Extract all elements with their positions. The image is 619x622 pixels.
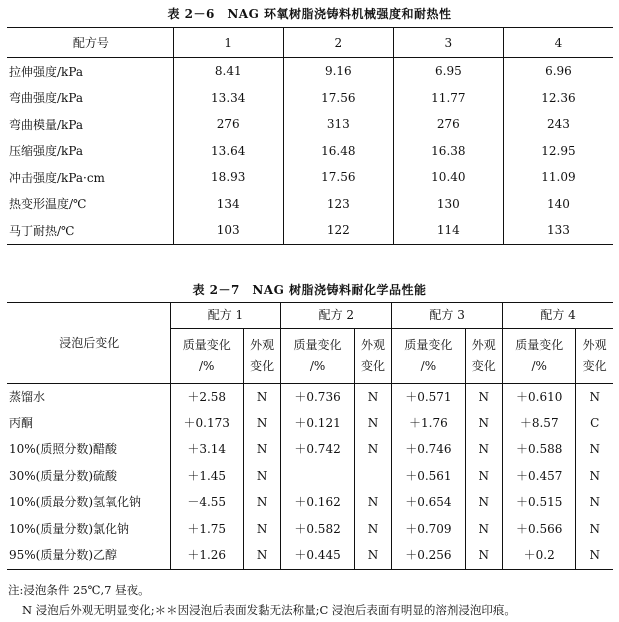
table-cell: 122 (283, 217, 393, 244)
table-cell: ＋0.515 (503, 490, 576, 516)
table-cell: ＋0.566 (503, 516, 576, 542)
table-cell: N (243, 410, 281, 436)
row-label: 弯曲模量/kPa (9, 117, 84, 132)
table-cell: ＋0.571 (392, 384, 465, 411)
table-cell: N (243, 463, 281, 489)
row-label: 蒸馏水 (9, 389, 46, 404)
table-row (7, 542, 613, 569)
table1-caption: 表 2－6 NAG 环氧树脂浇铸料机械强度和耐热性 (167, 7, 452, 21)
table-cell: N (354, 437, 392, 463)
table-cell: ＋3.14 (170, 437, 243, 463)
table-cell: N (465, 437, 503, 463)
table-cell: N (243, 437, 281, 463)
table-cell: ＋1.26 (170, 542, 243, 569)
table-cell: N (465, 516, 503, 542)
table-cell: 17.56 (283, 85, 393, 112)
table-row (7, 410, 613, 436)
table-cell: N (576, 463, 613, 489)
table-cell: N (243, 384, 281, 411)
sub-header-look: 外观 变化 (354, 329, 392, 384)
table-cell: 10.40 (393, 164, 503, 191)
table-cell: 18.93 (173, 164, 283, 191)
header-formula-3: 配方 3 (392, 303, 503, 329)
table-cell: N (243, 490, 281, 516)
table-cell: C (576, 410, 613, 436)
table-row (7, 516, 613, 542)
sub-header-look: 外观 变化 (576, 329, 613, 384)
table-cell: N (576, 542, 613, 569)
table-cell: N (576, 437, 613, 463)
table-cell: 16.38 (393, 138, 503, 165)
header-col-2: 2 (283, 28, 393, 58)
sub-header-mass: 质量变化 /% (503, 329, 576, 384)
row-label: 冲击强度/kPa·cm (9, 170, 105, 185)
table-cell: 6.96 (503, 58, 613, 85)
table-cell: 12.36 (503, 85, 613, 112)
sub-header-mass: 质量变化 /% (170, 329, 243, 384)
table-cell: N (465, 410, 503, 436)
table-cell: ＋1.76 (392, 410, 465, 436)
row-label: 拉伸强度/kPa (9, 64, 84, 79)
table-cell: ＋0.445 (281, 542, 354, 569)
row-header-soak-change: 浸泡后变化 (7, 303, 170, 384)
table-cell: 103 (173, 217, 283, 244)
header-formula-2: 配方 2 (281, 303, 392, 329)
header-col-3: 3 (393, 28, 503, 58)
table-row (7, 490, 613, 516)
table-cell (281, 463, 354, 489)
table-row (7, 58, 613, 85)
header-col-1: 1 (173, 28, 283, 58)
table-cell: N (243, 516, 281, 542)
table-cell: ＋0.588 (503, 437, 576, 463)
table-cell: N (465, 463, 503, 489)
table-cell: ＋0.654 (392, 490, 465, 516)
table-cell: 12.95 (503, 138, 613, 165)
header-col-4: 4 (503, 28, 613, 58)
table-cell: ＋0.256 (392, 542, 465, 569)
table-cell: 17.56 (283, 164, 393, 191)
table-cell: 16.48 (283, 138, 393, 165)
row-label: 弯曲强度/kPa (9, 91, 84, 106)
table-cell: 6.95 (393, 58, 503, 85)
row-label: 10%(质照分数)醋酸 (9, 442, 118, 457)
sub-header-look: 外观 变化 (465, 329, 503, 384)
sub-header-mass: 质量变化 /% (281, 329, 354, 384)
table-cell (354, 463, 392, 489)
table-cell: N (354, 542, 392, 569)
table-cell: ＋0.582 (281, 516, 354, 542)
table-cell: 243 (503, 111, 613, 138)
table-header-row (7, 28, 613, 58)
table-cell: 313 (283, 111, 393, 138)
row-label: 95%(质量分数)乙醇 (9, 548, 118, 563)
table-cell: 123 (283, 191, 393, 218)
table-cell: N (243, 542, 281, 569)
table-cell: N (354, 490, 392, 516)
table-row (7, 437, 613, 463)
table-cell: 276 (173, 111, 283, 138)
header-formula-4: 配方 4 (503, 303, 613, 329)
table-cell: －4.55 (170, 490, 243, 516)
table-row (7, 463, 613, 489)
table-row (7, 191, 613, 218)
table-cell: 13.34 (173, 85, 283, 112)
row-label: 压缩强度/kPa (9, 144, 84, 159)
table-cell: 276 (393, 111, 503, 138)
table-cell: N (354, 516, 392, 542)
table-cell: 133 (503, 217, 613, 244)
table-cell: ＋1.75 (170, 516, 243, 542)
table-cell: N (576, 384, 613, 411)
chemical-resistance-table (7, 302, 613, 570)
row-label: 30%(质量分数)硫酸 (9, 468, 118, 483)
table-cell: 130 (393, 191, 503, 218)
table-cell: ＋1.45 (170, 463, 243, 489)
table-row (7, 384, 613, 411)
table-cell: ＋0.746 (392, 437, 465, 463)
table-cell: ＋0.742 (281, 437, 354, 463)
row-label: 10%(质最分数)氢氧化钠 (9, 495, 142, 510)
header-formula-1: 配方 1 (170, 303, 281, 329)
row-label: 马丁耐热/℃ (9, 223, 75, 238)
table-cell: 140 (503, 191, 613, 218)
table-cell: 11.09 (503, 164, 613, 191)
table-cell: N (465, 542, 503, 569)
table-cell: N (354, 410, 392, 436)
table-cell: ＋0.173 (170, 410, 243, 436)
sub-header-mass: 质量变化 /% (392, 329, 465, 384)
table-cell: 9.16 (283, 58, 393, 85)
table-cell: 11.77 (393, 85, 503, 112)
table-cell: N (576, 516, 613, 542)
table-cell: 134 (173, 191, 283, 218)
table-cell: ＋2.58 (170, 384, 243, 411)
table-row (7, 138, 613, 165)
formula-header-row (7, 303, 613, 329)
table-row (7, 217, 613, 244)
table-cell: N (465, 384, 503, 411)
mechanical-properties-table (7, 27, 613, 245)
table-cell: ＋0.736 (281, 384, 354, 411)
table2-caption: 表 2－7 NAG 树脂浇铸料耐化学品性能 (192, 283, 427, 297)
table-cell: ＋0.2 (503, 542, 576, 569)
table-cell: ＋0.457 (503, 463, 576, 489)
table-cell: ＋0.121 (281, 410, 354, 436)
table-cell: N (354, 384, 392, 411)
header-formula-no: 配方号 (7, 28, 173, 58)
table-cell: N (576, 490, 613, 516)
table-cell: 8.41 (173, 58, 283, 85)
table-row (7, 85, 613, 112)
table-note-legend: N 浸泡后外观无明显变化;＊＊因浸泡后表面发黏无法称量;C 浸泡后表面有明显的溶剂浸泡印痕。 (22, 603, 516, 617)
row-label: 10%(质量分数)氯化钠 (9, 521, 130, 536)
row-label: 热变形温度/℃ (9, 197, 87, 212)
table-cell: ＋0.709 (392, 516, 465, 542)
table-cell: ＋8.57 (503, 410, 576, 436)
table-cell: ＋0.162 (281, 490, 354, 516)
row-label: 丙酮 (9, 416, 34, 431)
table-cell: ＋0.610 (503, 384, 576, 411)
table-row (7, 164, 613, 191)
sub-header-look: 外观 变化 (243, 329, 281, 384)
table-cell: N (465, 490, 503, 516)
table-cell: ＋0.561 (392, 463, 465, 489)
table-cell: 114 (393, 217, 503, 244)
table-note-conditions: 注:浸泡条件 25℃,7 昼夜。 (8, 583, 150, 597)
table-row (7, 111, 613, 138)
table-cell: 13.64 (173, 138, 283, 165)
